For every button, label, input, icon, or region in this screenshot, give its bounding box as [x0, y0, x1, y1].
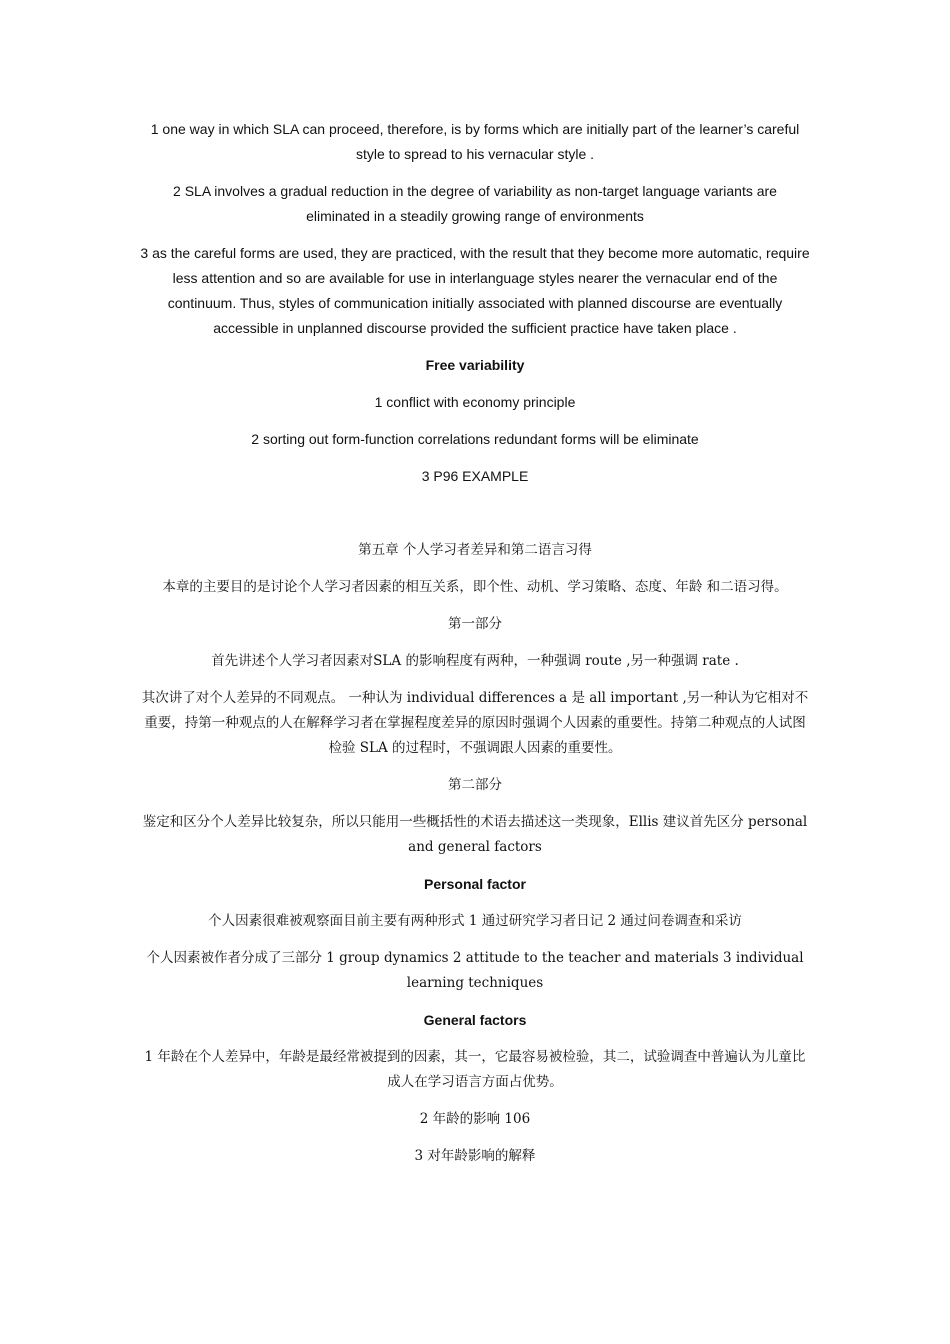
free-variability-item-3: 3 P96 EXAMPLE	[421, 468, 529, 484]
general-item-3: 3 对年龄影响的解释	[414, 1148, 536, 1164]
document-page	[140, 117, 810, 1181]
heading-free-variability: Free variability	[425, 357, 525, 373]
general-item-1: 1 年龄在个人差异中，年龄是最经常被提到的因素，其一，它最容易被检验，其二，试验调查中普遍认为儿童比成人在学习语言方面占优势。	[144, 1049, 806, 1090]
paragraph-variability-reduction: 2 SLA involves a gradual reduction in the degree of variability as non-target language variants are eliminated in a steadily growing range of environments	[173, 183, 777, 224]
part1-title: 第一部分	[448, 616, 502, 632]
chapter-title: 第五章 个人学习者差异和第二语言习得	[358, 542, 592, 558]
free-variability-item-1: 1 conflict with economy principle	[374, 394, 576, 410]
part2-title: 第二部分	[448, 777, 502, 793]
personal-paragraph-1: 个人因素很难被观察面目前主要有两种形式 1 通过研究学习者日记 2 通过问卷调查和采访	[208, 913, 742, 929]
free-variability-item-2: 2 sorting out form-function correlations redundant forms will be eliminate	[251, 431, 699, 447]
part1-paragraph-2: 其次讲了对个人差异的不同观点。 一种认为 individual differences a 是 all important ,另一种认为它相对不重要，持第一种观点的人在解释学习者在掌握程度差异的原因时强调个人因素的重要性。持第二种观点的人试图检验 SLA 的过程时，不强调跟人因素的重要性。	[141, 690, 809, 756]
paragraph-automatic-forms: 3 as the careful forms are used, they are practiced, with the result that they become more automatic, require less attention and so are available for use in interlanguage styles nearer the vernacular end of the continuum. Thus, styles of communication initially associated with planned discourse are eventually accessible in unplanned discourse provided the sufficient practice have taken place .	[140, 245, 810, 336]
heading-general-factors: General factors	[423, 1012, 527, 1028]
personal-paragraph-2: 个人因素被作者分成了三部分 1 group dynamics 2 attitude to the teacher and materials 3 individual learning techniques	[146, 950, 804, 991]
heading-personal-factor: Personal factor	[424, 876, 526, 892]
part2-paragraph-1: 鉴定和区分个人差异比较复杂，所以只能用一些概括性的术语去描述这一类现象，Ellis 建议首先区分 personal and general factors	[142, 814, 808, 855]
part1-paragraph-1: 首先讲述个人学习者因素对SLA 的影响程度有两种，一种强调 route ,另一种强调 rate .	[211, 653, 739, 669]
section-gap	[140, 501, 810, 538]
paragraph-careful-style: 1 one way in which SLA can proceed, therefore, is by forms which are initially part of the learner’s careful style to spread to his vernacular style .	[150, 121, 800, 162]
chapter-intro: 本章的主要目的是讨论个人学习者因素的相互关系，即个性、动机、学习策略、态度、年龄 和二语习得。	[162, 579, 788, 595]
general-item-2: 2 年龄的影响 106	[419, 1111, 531, 1127]
